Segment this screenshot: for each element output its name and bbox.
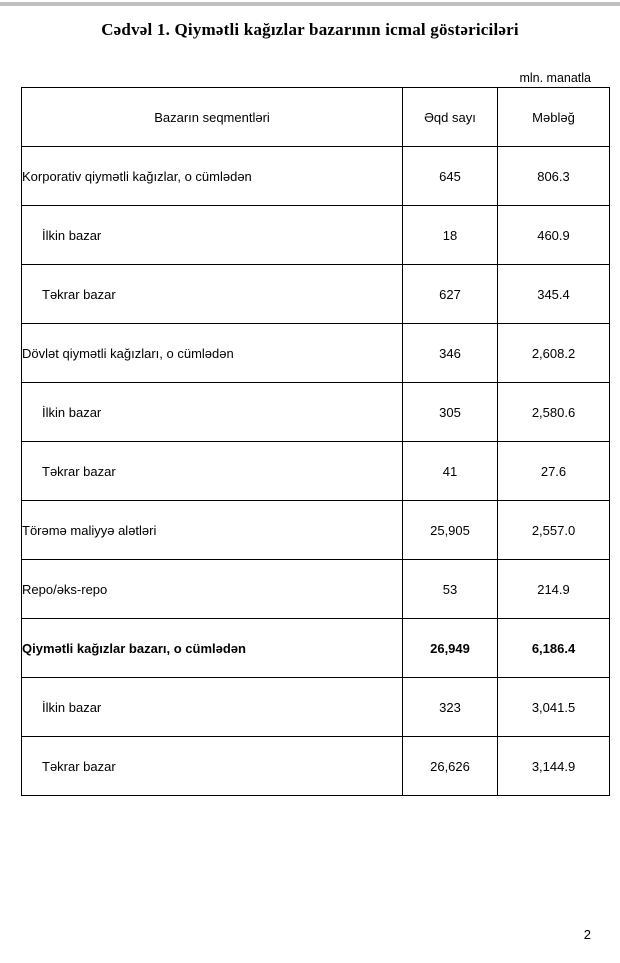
header-count: Əqd sayı [403,88,498,147]
amount-cell: 27.6 [498,442,610,501]
table-row [22,324,610,383]
page-number: 2 [583,927,591,942]
amount-cell: 2,557.0 [498,501,610,560]
segment-cell: İlkin bazar [22,383,403,442]
segment-cell: İlkin bazar [22,678,403,737]
header-amount: Məbləğ [498,88,610,147]
table-row [22,206,610,265]
count-cell: 323 [403,678,498,737]
segment-cell: Repo/əks-repo [22,560,403,619]
unit-note: mln. manatla [519,71,591,85]
amount-cell: 2,580.6 [498,383,610,442]
table-row [22,501,610,560]
segment-cell: Törəmə maliyyə alətləri [22,501,403,560]
segment-cell: Korporativ qiymətli kağızlar, o cümlədən [22,147,403,206]
table-row [22,442,610,501]
segment-cell: Təkrar bazar [22,442,403,501]
count-cell: 305 [403,383,498,442]
table-row [22,678,610,737]
table-row [22,265,610,324]
count-cell: 41 [403,442,498,501]
count-cell: 53 [403,560,498,619]
table-header-row [22,88,610,147]
amount-cell: 460.9 [498,206,610,265]
amount-cell: 214.9 [498,560,610,619]
segment-cell: Təkrar bazar [22,737,403,796]
header-segment: Bazarın seqmentləri [22,88,403,147]
amount-cell: 3,041.5 [498,678,610,737]
amount-cell: 6,186.4 [498,619,610,678]
count-cell: 26,626 [403,737,498,796]
amount-cell: 345.4 [498,265,610,324]
segment-cell: Dövlət qiymətli kağızları, o cümlədən [22,324,403,383]
count-cell: 26,949 [403,619,498,678]
table-title: Cədvəl 1. Qiymətli kağızlar bazarının icmal göstəriciləri [101,20,519,39]
market-summary-table [21,87,610,796]
table-row [22,383,610,442]
amount-cell: 806.3 [498,147,610,206]
top-divider [0,2,620,6]
count-cell: 25,905 [403,501,498,560]
count-cell: 627 [403,265,498,324]
segment-cell: İlkin bazar [22,206,403,265]
table-row [22,737,610,796]
amount-cell: 2,608.2 [498,324,610,383]
table-row [22,147,610,206]
amount-cell: 3,144.9 [498,737,610,796]
count-cell: 346 [403,324,498,383]
count-cell: 18 [403,206,498,265]
segment-cell: Təkrar bazar [22,265,403,324]
count-cell: 645 [403,147,498,206]
table-total-row [22,619,610,678]
segment-cell: Qiymətli kağızlar bazarı, o cümlədən [22,619,403,678]
table-row [22,560,610,619]
